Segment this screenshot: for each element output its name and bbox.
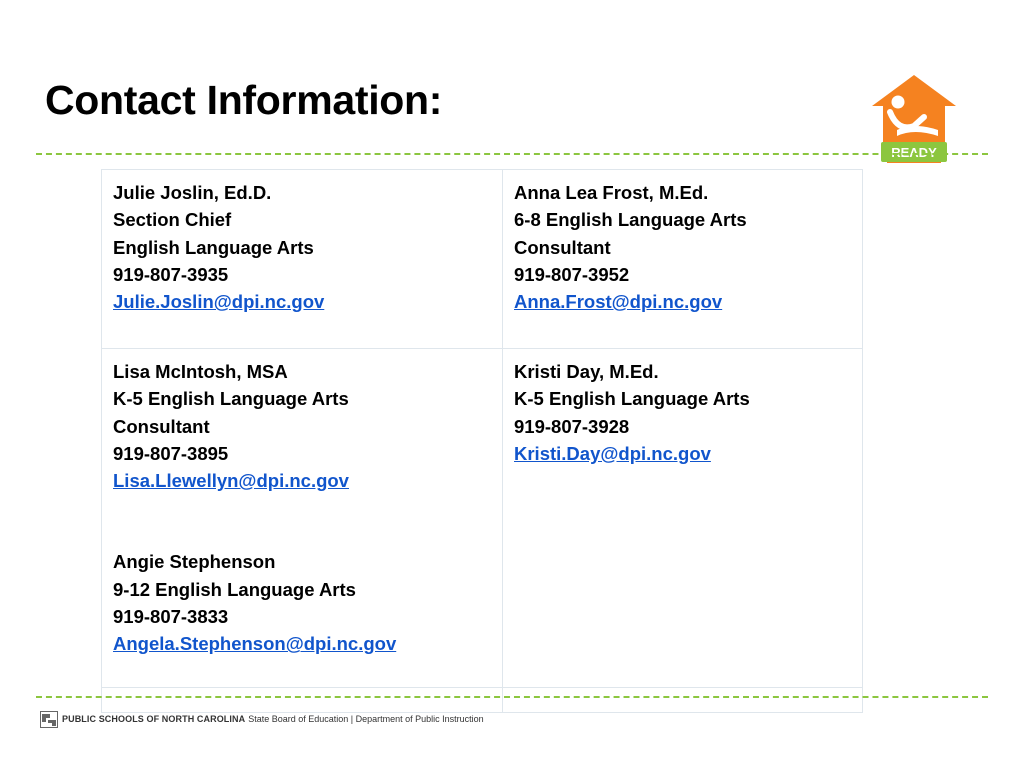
- spacer: [113, 494, 491, 548]
- contact-name: Lisa McIntosh, MSA: [113, 361, 288, 382]
- bottom-divider: [36, 696, 988, 698]
- contact-phone: 919-807-3833: [113, 606, 229, 628]
- contact-email-link[interactable]: Angela.Stephenson@dpi.nc.gov: [113, 633, 397, 655]
- contact-title: 6-8 English Language Arts: [514, 209, 747, 231]
- empty-cell: [503, 688, 863, 713]
- footer-tagline: State Board of Education | Department of Public Instruction: [248, 714, 484, 724]
- contact-name: Kristi Day, M.Ed.: [514, 361, 659, 382]
- footer-org: PUBLIC SCHOOLS OF NORTH CAROLINA: [62, 714, 246, 724]
- nc-state-seal-icon: [40, 711, 58, 728]
- page-title: Contact Information:: [45, 77, 443, 123]
- contact-card: [503, 170, 863, 349]
- contact-phone: 919-807-3928: [514, 415, 630, 437]
- contact-email-link[interactable]: Julie.Joslin@dpi.nc.gov: [113, 291, 325, 313]
- contact-phone: 919-807-3895: [113, 442, 229, 464]
- contact-card: [102, 349, 503, 688]
- contact-phone: 919-807-3952: [514, 263, 630, 285]
- top-divider: [36, 153, 988, 155]
- contact-name: Angie Stephenson: [113, 551, 276, 573]
- footer: [40, 709, 484, 729]
- contact-department: English Language Arts: [113, 236, 314, 258]
- contact-title: K-5 English Language Arts: [113, 388, 349, 410]
- contacts-table: [101, 169, 863, 713]
- contact-email-link[interactable]: Kristi.Day@dpi.nc.gov: [514, 442, 711, 464]
- table-row: [102, 170, 863, 349]
- contact-role: Consultant: [113, 415, 210, 437]
- contact-email-link[interactable]: Lisa.Llewellyn@dpi.nc.gov: [113, 470, 349, 492]
- contact-title: K-5 English Language Arts: [514, 388, 750, 410]
- contact-phone: 919-807-3935: [113, 263, 229, 285]
- contact-name: Anna Lea Frost, M.Ed.: [514, 182, 709, 203]
- contact-card: [102, 170, 503, 349]
- contact-role: Consultant: [514, 236, 611, 258]
- table-row: [102, 349, 863, 688]
- contact-title: Section Chief: [113, 209, 232, 231]
- contact-card: [503, 349, 863, 688]
- logo-text: READY: [891, 145, 937, 160]
- contact-email-link[interactable]: Anna.Frost@dpi.nc.gov: [514, 291, 723, 313]
- contact-title: 9-12 English Language Arts: [113, 578, 356, 600]
- contact-name: Julie Joslin, Ed.D.: [113, 182, 272, 203]
